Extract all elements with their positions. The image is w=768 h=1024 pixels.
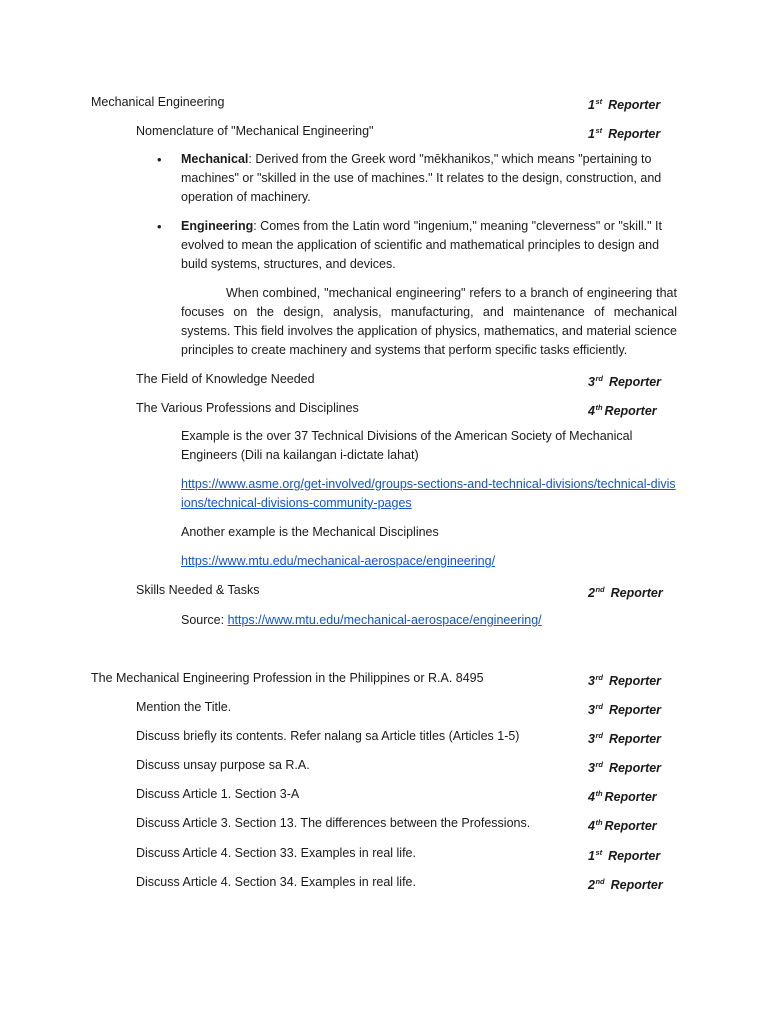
- bullet-engineering: [181, 217, 677, 274]
- list-item: Discuss unsay purpose sa R.A.: [136, 758, 310, 772]
- section-title: The Mechanical Engineering Profession in the Philippines or R.A. 8495: [91, 671, 484, 685]
- reporter-label: 4th Reporter: [588, 789, 657, 804]
- list-item: Discuss briefly its contents. Refer nalang sa Article titles (Articles 1-5): [136, 729, 520, 743]
- source-line: [181, 610, 542, 630]
- reporter-label: 2nd Reporter: [588, 877, 663, 892]
- reporter-label: 3rd Reporter: [588, 731, 662, 746]
- bullet-term: Engineering: [181, 219, 254, 233]
- source-label: Source:: [181, 613, 228, 627]
- reporter-label: 2nd Reporter: [588, 585, 663, 600]
- bullet-text: : Derived from the Greek word "mēkhanikos," which means "pertaining to machines" or "skilled in the use of machines." It relates to the design, construction, and operation of machinery.: [181, 152, 662, 204]
- list-item: Discuss Article 1. Section 3-A: [136, 787, 300, 801]
- reporter-label: 4th Reporter: [588, 818, 657, 833]
- list-item: Discuss Article 3. Section 13. The differences between the Professions.: [136, 816, 531, 830]
- skills-heading: Skills Needed & Tasks: [136, 583, 260, 597]
- list-item: Discuss Article 4. Section 33. Examples in real life.: [136, 846, 416, 860]
- field-knowledge-heading: The Field of Knowledge Needed: [136, 372, 315, 386]
- list-item: Mention the Title.: [136, 700, 232, 714]
- bullet-term: Mechanical: [181, 152, 249, 166]
- bullet-icon: •: [157, 152, 162, 167]
- asme-link-anchor[interactable]: https://www.asme.org/get-involved/groups-sections-and-technical-divisions/technical-divisions/technical-divisions-community-pages: [181, 477, 676, 510]
- reporter-label: 1st Reporter: [588, 848, 661, 863]
- bullet-icon: •: [157, 219, 162, 234]
- source-link[interactable]: https://www.mtu.edu/mechanical-aerospace/engineering/: [227, 613, 542, 627]
- reporter-label: 3rd Reporter: [588, 374, 662, 389]
- bullet-text: : Comes from the Latin word "ingenium," meaning "cleverness" or "skill." It evolved to mean the application of scientific and mathematical principles to design and build systems, structures, and devices.: [181, 219, 662, 271]
- mtu-link-anchor[interactable]: https://www.mtu.edu/mechanical-aerospace/engineering/: [181, 554, 496, 568]
- reporter-label: 3rd Reporter: [588, 673, 662, 688]
- list-item: Discuss Article 4. Section 34. Examples in real life.: [136, 875, 416, 889]
- reporter-label: 1st Reporter: [588, 126, 661, 141]
- section-title: Mechanical Engineering: [91, 95, 225, 109]
- reporter-label: 1st Reporter: [588, 97, 661, 112]
- mtu-link[interactable]: [181, 551, 495, 571]
- asme-example-text: Example is the over 37 Technical Divisions of the American Society of Mechanical Engineers (Dili na kailangan i-dictate lahat): [181, 429, 633, 462]
- reporter-label: 4th Reporter: [588, 403, 657, 418]
- bullet-mechanical: [181, 150, 677, 207]
- another-example-text: Another example is the Mechanical Disciplines: [181, 525, 439, 539]
- nomenclature-heading: Nomenclature of "Mechanical Engineering": [136, 124, 374, 138]
- reporter-label: 3rd Reporter: [588, 760, 662, 775]
- asme-link[interactable]: [181, 475, 677, 513]
- reporter-label: 3rd Reporter: [588, 702, 662, 717]
- combined-paragraph: When combined, "mechanical engineering" refers to a branch of engineering that focuses on the design, analysis, manufacturing, and maintenance of mechanical systems. This field involves the application of physics, mathematics, and material science principles to create machinery and systems that perform specific tasks efficiently.: [181, 286, 677, 357]
- professions-heading: The Various Professions and Disciplines: [136, 401, 359, 415]
